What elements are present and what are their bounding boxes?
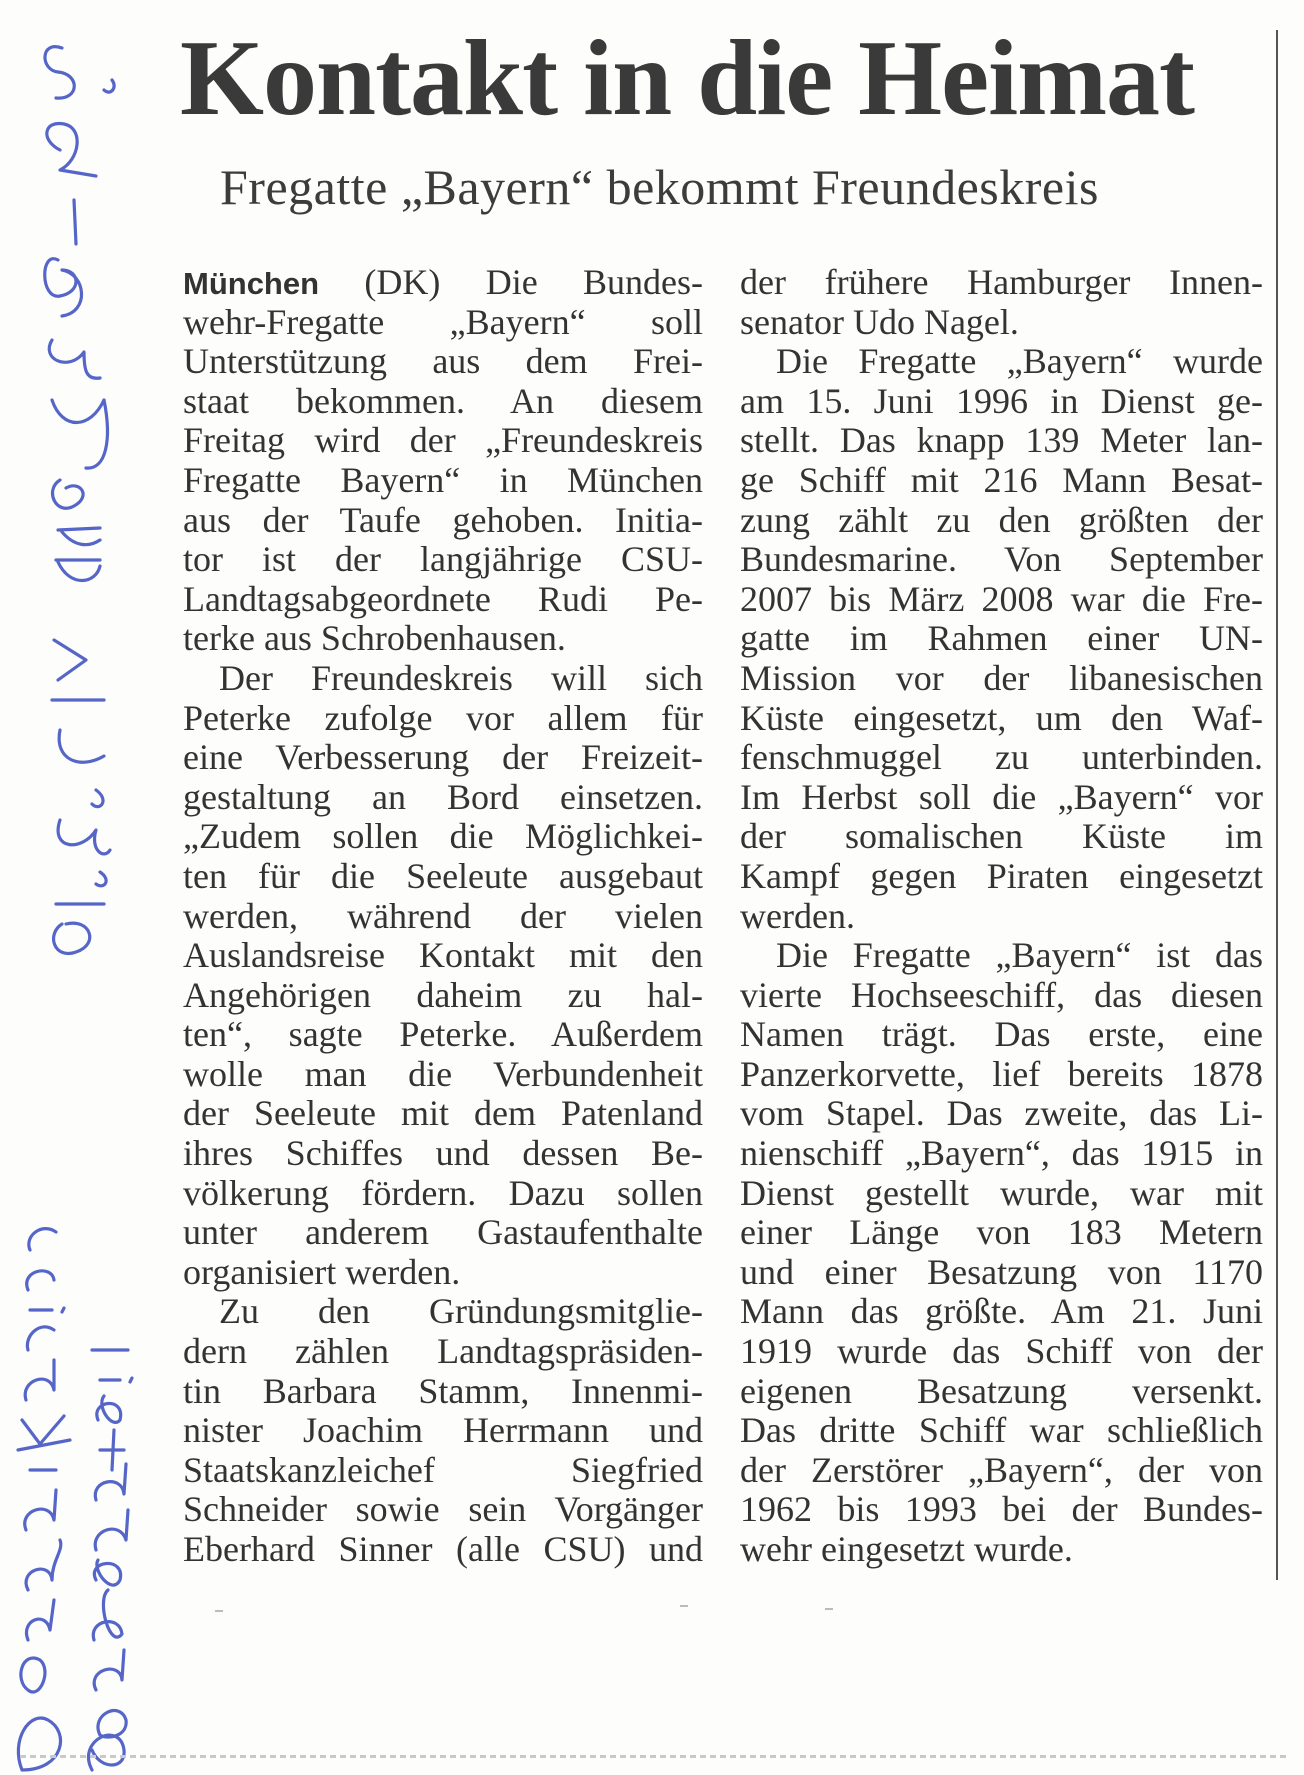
article-text-line: werden. (740, 896, 855, 936)
handwriting-signature (0, 0, 160, 1775)
article-text-line: gatte im Rahmen einer UN- (740, 619, 1263, 659)
article-text-line: Unterstützung aus dem Frei- (183, 342, 703, 382)
handwritten-annotations (0, 0, 160, 1775)
article-text-line: Im Herbst soll die „Bayern“ vor (740, 777, 1263, 817)
article-text-line: wehr eingesetzt wurde. (740, 1530, 1073, 1569)
article-text-line: eigenen Besatzung versenkt. (740, 1371, 1263, 1411)
article-text-line: aus der Taufe gehoben. Initia- (183, 500, 703, 540)
article-text-line: ten“, sagte Peterke. Außerdem (183, 1015, 703, 1055)
article-text-line: terke aus Schrobenhausen. (183, 619, 566, 659)
article-text-line: Dienst gestellt wurde, war mit (740, 1173, 1263, 1213)
article-text-line: Namen trägt. Das erste, eine (740, 1015, 1263, 1055)
article-text-line: der Zerstörer „Bayern“, der von (740, 1450, 1263, 1490)
article-text-line: der Seeleute mit dem Patenland (183, 1094, 703, 1134)
article-dateline: München (183, 266, 320, 301)
article-text-line: vierte Hochseeschiff, das diesen (740, 975, 1263, 1015)
article-text-line: völkerung fördern. Dazu sollen (183, 1173, 703, 1213)
article-text-line: Auslandsreise Kontakt mit den (183, 936, 703, 976)
article-text-line: vom Stapel. Das zweite, das Li- (740, 1094, 1263, 1134)
article-text-line: 1962 bis 1993 bei der Bundes- (740, 1490, 1263, 1530)
article-column-left (183, 263, 703, 1570)
article-text-line: stellt. Das knapp 139 Meter lan- (740, 421, 1263, 461)
article-text-line: eine Verbesserung der Freizeit- (183, 738, 703, 778)
article-text-line: Peterke zufolge vor allem für (183, 698, 703, 738)
article-text-line: Mann das größte. Am 21. Juni (740, 1292, 1263, 1332)
article-text-line: tor ist der langjährige CSU- (183, 540, 703, 580)
page-edge (20, 1755, 1290, 1758)
article-text-line: der somalischen Küste im (740, 817, 1263, 857)
article-text-line: Mission vor der libanesischen (740, 658, 1263, 698)
column-rule (1276, 30, 1278, 1580)
article-text-line: unter anderem Gastaufenthalte (183, 1213, 703, 1253)
article-text-line: Zu den Gründungsmitglie- (219, 1292, 703, 1332)
article-text-line (183, 263, 703, 303)
article-text-line: Das dritte Schiff war schließlich (740, 1411, 1263, 1451)
article-text-line: werden, während der vielen (183, 896, 703, 936)
article-text-line: Freitag wird der „Freundeskreis (183, 421, 703, 461)
article-text-line: dern zählen Landtagspräsiden- (183, 1332, 703, 1372)
article-text-line: organisiert werden. (183, 1252, 461, 1292)
article-text-line: Der Freundeskreis will sich (219, 658, 703, 698)
article-headline: Kontakt in die Heimat (180, 19, 1195, 138)
article-text-line: senator Udo Nagel. (740, 302, 1019, 342)
article-text-line: nister Joachim Herrmann und (183, 1411, 703, 1451)
article-text-line: ihres Schiffes und dessen Be- (183, 1134, 703, 1174)
article-text-line: Die Fregatte „Bayern“ ist das (776, 936, 1263, 976)
article-text-line: Eberhard Sinner (alle CSU) und (183, 1530, 703, 1569)
article-text-line: (DK) Die Bundes- (364, 263, 703, 302)
article-subheadline: Fregatte „Bayern“ bekommt Freundeskreis (220, 159, 1099, 215)
article-text-line: Die Fregatte „Bayern“ wurde (776, 342, 1263, 382)
article-text-line: der frühere Hamburger Innen- (740, 263, 1263, 302)
article-text-line: zung zählt zu den größten der (740, 500, 1263, 540)
article-text-line: Staatskanzleichef Siegfried (183, 1450, 703, 1490)
article-text-line: staat bekommen. An diesem (183, 381, 703, 421)
article-text-line: Küste eingesetzt, um den Waf- (740, 698, 1263, 738)
article-text-line: Bundesmarine. Von September (740, 540, 1263, 580)
article-text-line: wehr-Fregatte „Bayern“ soll (183, 302, 703, 342)
article-text-line: tin Barbara Stamm, Innenmi- (183, 1371, 703, 1411)
article-text-line: ten für die Seeleute ausgebaut (183, 856, 703, 896)
article-text-line: 2007 bis März 2008 war die Fre- (740, 579, 1263, 619)
article-text-line: gestaltung an Bord einsetzen. (183, 777, 703, 817)
article-text-line: Schneider sowie sein Vorgänger (183, 1490, 703, 1530)
article-text-line: Angehörigen daheim zu hal- (183, 975, 703, 1015)
article-text-line: am 15. Juni 1996 in Dienst ge- (740, 381, 1263, 421)
article-text-line: einer Länge von 183 Metern (740, 1213, 1263, 1253)
article-text-line: fenschmuggel zu unterbinden. (740, 738, 1263, 778)
article-text-line: „Zudem sollen die Möglichkei- (183, 817, 703, 857)
article-text-line: Kampf gegen Piraten eingesetzt (740, 856, 1263, 896)
article-text-line: Landtagsabgeordnete Rudi Pe- (183, 579, 703, 619)
article-text-line: Panzerkorvette, lief bereits 1878 (740, 1054, 1263, 1094)
article-text-line: nienschiff „Bayern“, das 1915 in (740, 1134, 1263, 1174)
article-text-line: ge Schiff mit 216 Mann Besat- (740, 460, 1263, 500)
article-text-line: 1919 wurde das Schiff von der (740, 1332, 1263, 1372)
article-text-line: Fregatte Bayern“ in München (183, 460, 703, 500)
article-text-line: wolle man die Verbundenheit (183, 1054, 703, 1094)
article-column-right (740, 263, 1263, 1570)
article-text-line: und einer Besatzung von 1170 (740, 1252, 1263, 1292)
